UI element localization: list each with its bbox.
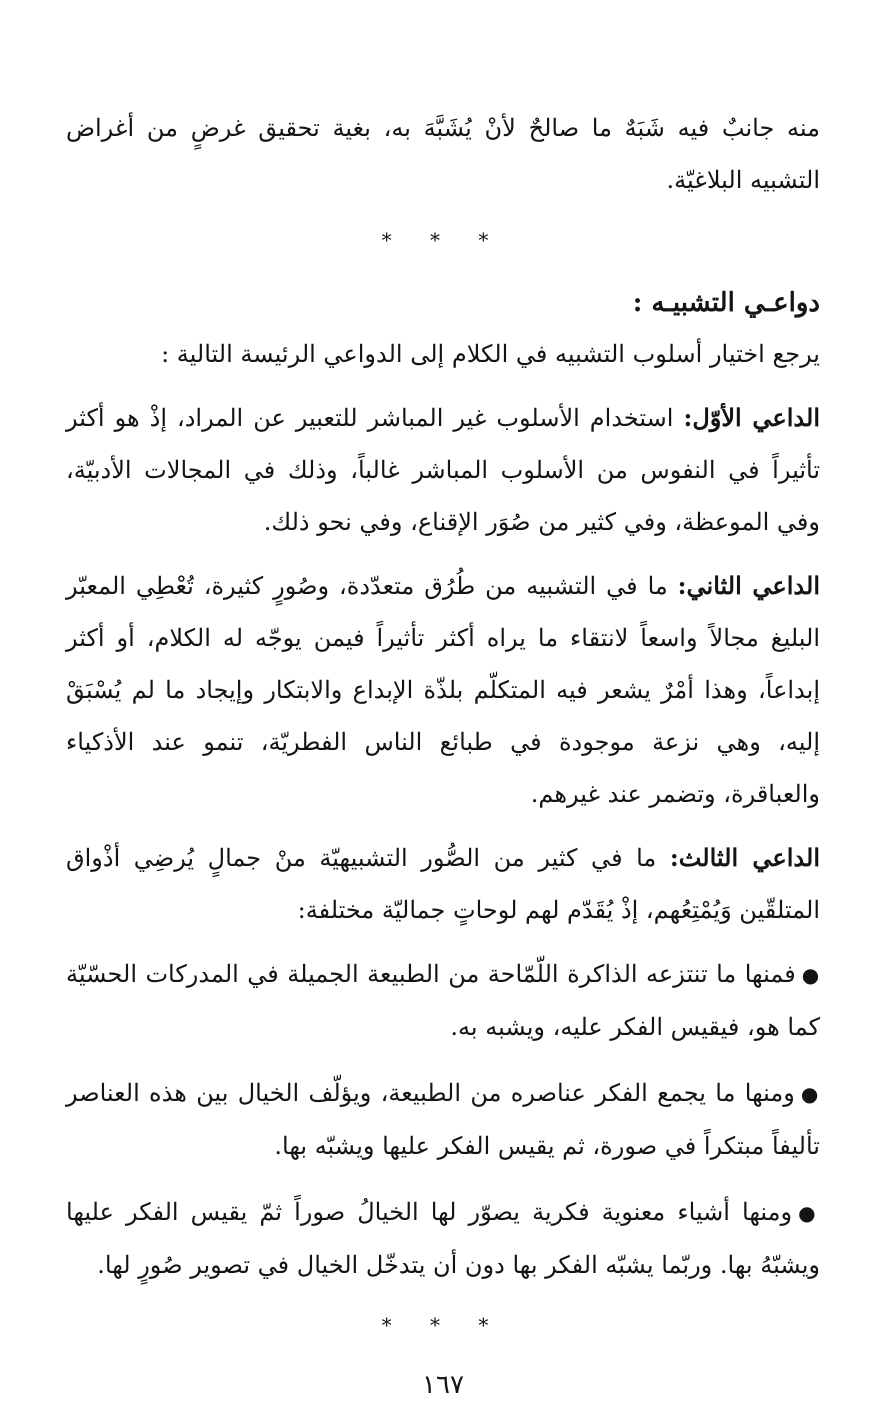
bullet-dot-icon: ● xyxy=(800,1082,821,1106)
page-number: ١٦٧ xyxy=(422,1370,464,1400)
paragraph-label: الداعي الثالث: xyxy=(669,843,821,872)
paragraph-text: ما في كثير من الصُّور التشبيهيّة منْ جمالٍ يُرضِي أذْواق المتلقّين وَيُمْتِعُهم، إذْ يُقَدّم لهم لوحاتٍ جماليّة مختلفة: xyxy=(66,844,820,924)
bullet-dot-icon: ● xyxy=(798,1201,821,1225)
bullet-text: فمنها ما تنتزعه الذاكرة اللّمّاحة من الطبيعة الجميلة في المدركات الحسّيّة كما هو، فيقيس الفكر عليه، ويشبه به. xyxy=(66,960,820,1041)
section-separator-bottom: * * * xyxy=(381,1313,505,1337)
paragraph-label: الداعي الأوّل: xyxy=(683,403,820,432)
bullet-text: ومنها ما يجمع الفكر عناصره من الطبيعة، ويؤلّف الخيال بين هذه العناصر تأليفاً مبتكراً في صورة، ثم يقيس الفكر عليها ويشبّه بها. xyxy=(66,1079,820,1160)
paragraph-third-motive xyxy=(66,832,820,936)
bullet-dot-icon: ● xyxy=(801,963,820,987)
paragraph-first-motive xyxy=(66,392,820,548)
paragraph-second-motive xyxy=(66,560,820,820)
bullet-item xyxy=(66,1067,820,1172)
intro-paragraph: منه جانبٌ فيه شَبَهٌ ما صالحٌ لأنْ يُشَبَّهَ به، بغية تحقيق غرضٍ من أغراض التشبيه البلاغيّة. xyxy=(66,114,820,194)
lead-sentence: يرجع اختيار أسلوب التشبيه في الكلام إلى الدواعي الرئيسة التالية : xyxy=(161,340,820,368)
bullet-text: ومنها أشياء معنوية فكرية يصوّر لها الخيالُ صوراً ثمّ يقيس الفكر عليها ويشبّهُ بها. وربّما يشبّه الفكر بها دون أن يتدخّل الخيال في تصوير صُورٍ لها. xyxy=(66,1198,820,1279)
section-separator-top: * * * xyxy=(381,228,505,252)
paragraph-label: الداعي الثاني: xyxy=(677,571,820,600)
paragraph-text: ما في التشبيه من طُرُق متعدّدة، وصُورٍ كثيرة، تُعْطِي المعبّر البليغ مجالاً واسعاً لانتقاء ما يراه أكثر تأثيراً فيمن يوجّه له الكلام، أو أكثر إبداعاً، وهذا أمْرٌ يشعر فيه المتكلّم بلذّة الإبداع والابتكار وإيجاد ما لم يُسْبَقْ إليه، وهي نزعة موجودة في طبائع الناس الفطريّة، تنمو عند الأذكياء والعباقرة، وتضمر عند غيرهم. xyxy=(66,572,820,808)
section-heading: دواعـي التشبيـه : xyxy=(632,288,820,318)
page-content xyxy=(66,102,820,1405)
bullet-item xyxy=(66,948,820,1053)
bullet-item xyxy=(66,1186,820,1291)
paragraph-text: استخدام الأسلوب غير المباشر للتعبير عن المراد، إذْ هو أكثر تأثيراً في النفوس من الأسلوب المباشر غالباً، وذلك في المجالات الأدبيّة، وفي الموعظة، وفي كثير من صُوَر الإقناع، وفي نحو ذلك. xyxy=(66,404,820,536)
